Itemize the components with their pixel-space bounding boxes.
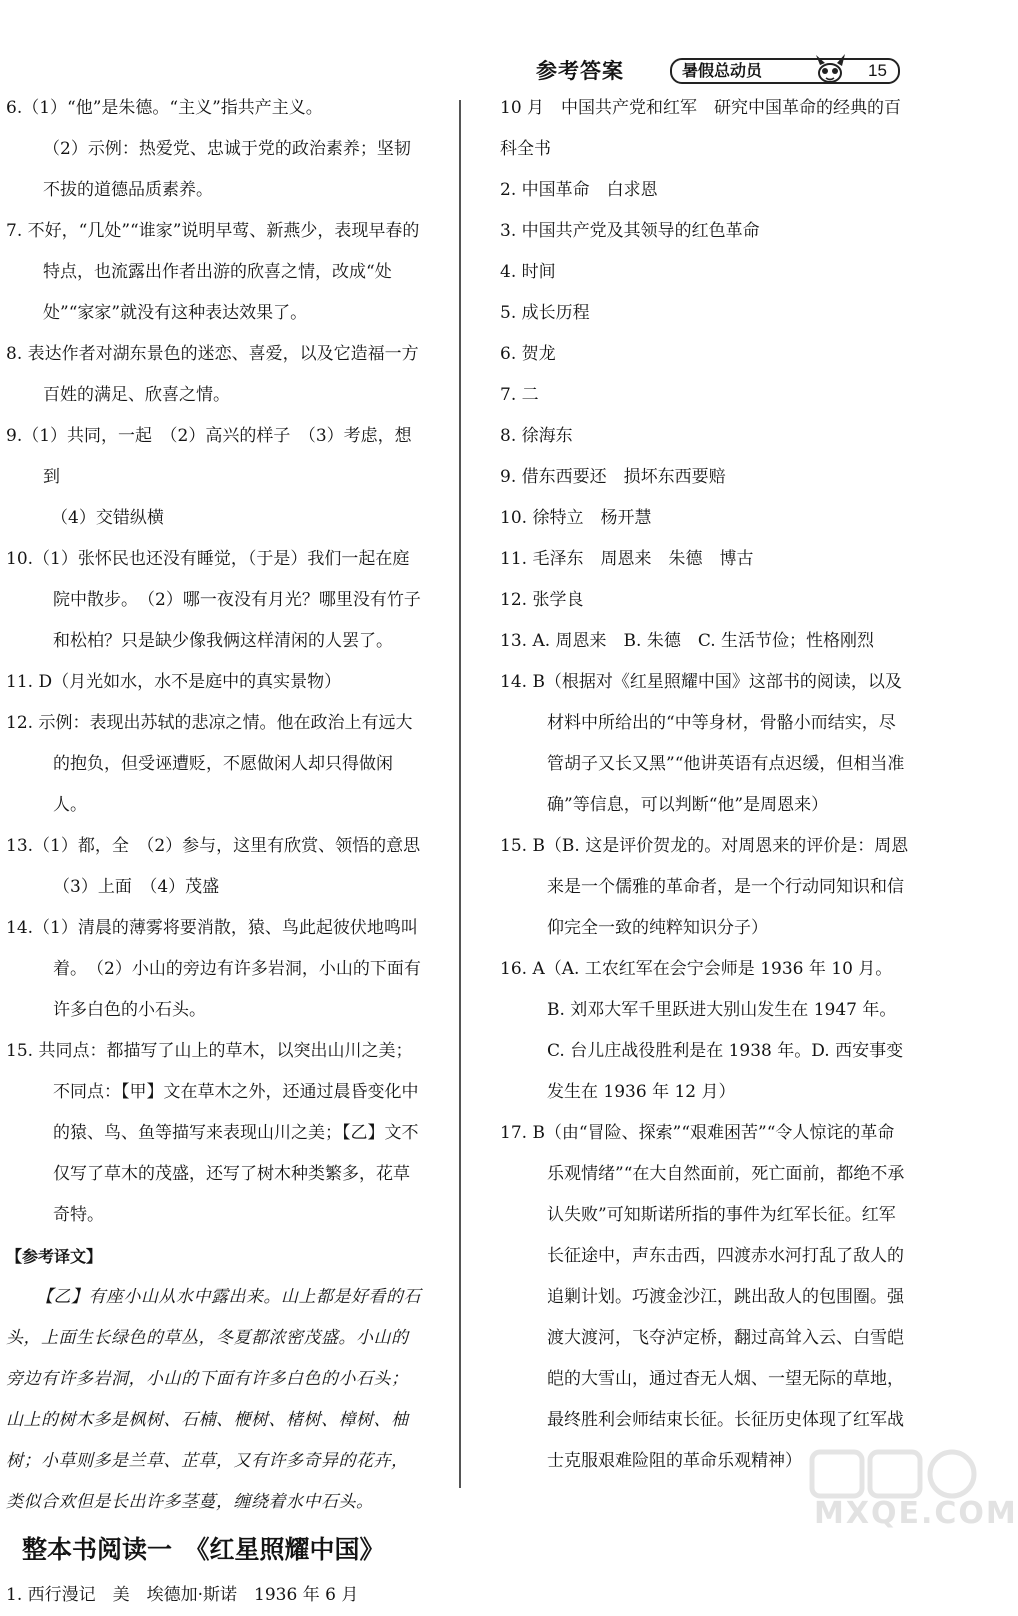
answer-item: 11. 毛泽东 周恩来 朱德 博古 bbox=[500, 549, 754, 569]
answer-item: 12. 张学良 bbox=[500, 590, 584, 610]
answer-item: 8. 徐海东 bbox=[500, 426, 573, 446]
answer-item: 6.（1）“他”是朱德。“主义”指共产主义。 bbox=[6, 98, 323, 118]
answer-item: 10. 徐特立 杨开慧 bbox=[500, 508, 652, 528]
answer-item: （3）上面 （4）茂盛 bbox=[53, 877, 220, 897]
answer-item: 15. 共同点：都描写了山上的草木，以突出山川之美； bbox=[6, 1041, 413, 1061]
watermark bbox=[808, 1448, 1018, 1534]
answer-item: 3. 中国共产党及其领导的红色革命 bbox=[500, 221, 760, 241]
right-column bbox=[500, 88, 910, 1482]
page-header bbox=[530, 58, 902, 84]
answer-item: 5. 成长历程 bbox=[500, 303, 590, 323]
answer-item: 1. 西行漫记 美 埃德加·斯诺 1936 年 6 月 bbox=[6, 1585, 359, 1605]
answer-item: 7. 不好，“几处”“谁家”说明早莺、新燕少，表现早春的特点，也流露出作者出游的欣喜之情，改成“处处”“家家”就没有这种表达效果了。 bbox=[6, 221, 420, 323]
answer-item: 13. A. 周恩来 B. 朱德 C. 生活节俭；性格刚烈 bbox=[500, 631, 875, 651]
answer-item: 13.（1）都，全 （2）参与，这里有欣赏、领悟的意思 bbox=[6, 836, 421, 856]
header-title: 参考答案 bbox=[536, 59, 624, 83]
mascot-icon bbox=[812, 51, 848, 87]
left-column bbox=[6, 88, 424, 1616]
answer-item: 17. B（由“冒险、探索”“艰难困苦”“令人惊诧的革命乐观情绪”“在大自然面前，死亡面前，都绝不承认失败”可知斯诺所指的事件为红军长征。红军长征途中，声东击西，四渡赤水河打乱了敌人的追剿计划。巧渡金沙江，跳出敌人的包围圈。强渡大渡河，飞夺泸定桥，翻过高耸入云、白雪皑皑的大雪山，通过杳无人烟、一望无际的草地，最终胜利会师结束长征。长征历史体现了红军战士克服艰难险阻的革命乐观精神） bbox=[500, 1123, 905, 1471]
answer-item: 2. 中国革命 白求恩 bbox=[500, 180, 658, 200]
answer-item: 14. B（根据对《红星照耀中国》这部书的阅读，以及材料中所给出的“中等身材，骨骼小而结实，尽管胡子又长又黑”“他讲英语有点迟缓，但相当准确”等信息，可以判断“他”是周恩来） bbox=[500, 672, 905, 815]
header-brand-box bbox=[670, 58, 900, 84]
translation-text: 【乙】有座小山从水中露出来。山上都是好看的石头，上面生长绿色的草丛，冬夏都浓密茂盛。小山的旁边有许多岩洞，小山的下面有许多白色的小石头；山上的树木多是枫树、石楠、楩树、楮树、樟树、柚树；小草则多是兰草、芷草，又有许多奇异的花卉，类似合欢但是长出许多茎蔓，缠绕着水中石头。 bbox=[6, 1287, 421, 1512]
answer-item: 12. 示例：表现出苏轼的悲凉之情。他在政治上有远大的抱负，但受诬遭贬，不愿做闲人却只得做闲人。 bbox=[6, 713, 413, 815]
page-number: 15 bbox=[868, 61, 887, 80]
column-divider bbox=[459, 100, 461, 1488]
answer-item: 不同点：【甲】文在草木之外，还通过晨昏变化中的猿、鸟、鱼等描写来表现山川之美；【乙】文不仅写了草木的茂盛，还写了树木种类繁多，花草奇特。 bbox=[53, 1082, 419, 1225]
reference-title: 【参考译文】 bbox=[6, 1247, 103, 1266]
answer-item: （4）交错纵横 bbox=[51, 508, 164, 528]
answer-item: 7. 二 bbox=[500, 385, 539, 405]
answer-item: 6. 贺龙 bbox=[500, 344, 556, 364]
answer-item: 11. D（月光如水，水不是庭中的真实景物） bbox=[6, 672, 342, 692]
answer-item: （2）示例：热爱党、忠诚于党的政治素养；坚韧不拔的道德品质素养。 bbox=[43, 139, 411, 200]
answer-item: 4. 时间 bbox=[500, 262, 556, 282]
header-brand: 暑假总动员 bbox=[682, 61, 763, 80]
answer-item: 10.（1）张怀民也还没有睡觉，（于是）我们一起在庭院中散步。 （2）哪一夜没有月光？哪里没有竹子和松柏？只是缺少像我俩这样清闲的人罢了。 bbox=[6, 549, 421, 651]
answer-item: 8. 表达作者对湖东景色的迷恋、喜爱，以及它造福一方百姓的满足、欣喜之情。 bbox=[6, 344, 419, 405]
answer-item: 16. A（A. 工农红军在会宁会师是 1936 年 10 月。B. 刘邓大军千里跃进大别山发生在 1947 年。C. 台儿庄战役胜利是在 1938 年。D. 西安事变发生在 1936 年 12 月） bbox=[500, 959, 904, 1102]
section-title: 整本书阅读一 《红星照耀中国》 bbox=[22, 1535, 385, 1564]
answer-item: 14.（1）清晨的薄雾将要消散，猿、鸟此起彼伏地鸣叫着。 （2）小山的旁边有许多岩洞，小山的下面有许多白色的小石头。 bbox=[6, 918, 421, 1020]
answer-item: 10 月 中国共产党和红军 研究中国革命的经典的百科全书 bbox=[500, 98, 902, 159]
answer-item: 9. 借东西要还 损坏东西要赔 bbox=[500, 467, 726, 487]
watermark-text: MXQE.COM bbox=[814, 1496, 1018, 1531]
answer-item: 15. B（B. 这是评价贺龙的。对周恩来的评价是：周恩来是一个儒雅的革命者，是一个行动同知识和信仰完全一致的纯粹知识分子） bbox=[500, 836, 909, 938]
answer-item: 9.（1）共同，一起 （2）高兴的样子 （3）考虑，想到 bbox=[6, 426, 412, 487]
